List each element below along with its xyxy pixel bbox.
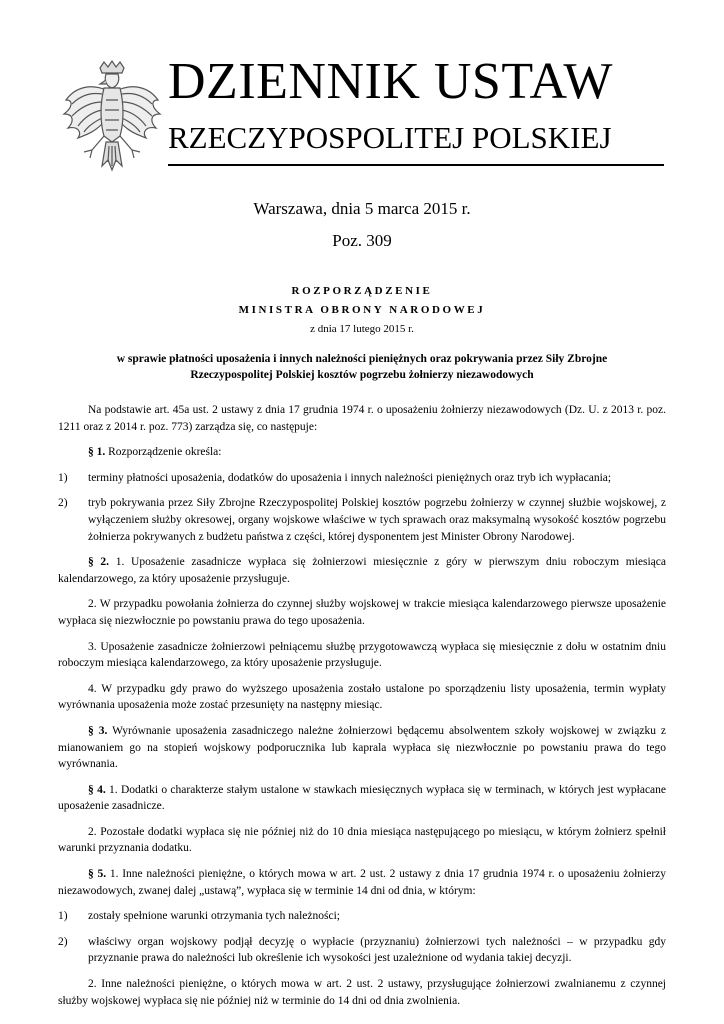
list-item: [58, 470, 666, 487]
list-item-text: zostały spełnione warunki otrzymania tych należności;: [88, 910, 340, 923]
list-item-number: 1): [58, 910, 68, 923]
list-item-number: 2): [58, 935, 68, 948]
section-3-para: [58, 723, 666, 773]
section-5-para-1: [58, 866, 666, 899]
position-number: Poz. 309: [332, 231, 392, 250]
section-4-label: § 4.: [88, 783, 106, 796]
act-subject: w sprawie płatności uposażenia i innych należności pieniężnych oraz pokrywania przez Siły Zbrojne Rzeczypospolitej Polskiej kosztów pogrzebu żołnierzy niezawodowych: [116, 353, 608, 381]
act-body: [58, 402, 666, 1018]
section-2-para-2: 2. W przypadku powołania żołnierza do czynnej służby wojskowej w trakcie miesiąca kalendarzowego pierwsze uposażenie wypłaca się niezwłocznie po powstaniu prawa do tego uposażenia.: [58, 598, 666, 627]
section-5-para-2: 2. Inne należności pieniężne, o których mowa w art. 2 ust. 2 ustawy, przysługujące żołnierzowi zwalnianemu z czynnej służby wojskowej wypłaca się nie później niż w terminie do 14 dni od dnia zwolnienia.: [58, 978, 666, 1007]
section-5-text: 1. Inne należności pieniężne, o których mowa w art. 2 ust. 2 ustawy z dnia 17 grudnia 1974 r. o uposażeniu żołnierzy niezawodowych, zwanej dalej „ustawą”, wypłaca się w terminie 14 dni od dnia, w którym:: [58, 868, 667, 897]
section-2-text: 1. Uposażenie zasadnicze wypłaca się żołnierzowi miesięcznie z góry w pierwszym dniu roboczym miesiąca kalendarzowego, za który uposażenie przysługuje.: [58, 556, 666, 585]
section-1-intro: [58, 444, 666, 461]
white-eagle-emblem-icon: [62, 60, 162, 172]
act-type: ROZPORZĄDZENIE: [291, 285, 433, 297]
list-item-number: 1): [58, 471, 68, 484]
list-item: [58, 495, 666, 545]
section-2-label: § 2.: [88, 556, 110, 569]
section-4-para-2: 2. Pozostałe dodatki wypłaca się nie później niż do 10 dnia miesiąca następującego po miesiącu, w którym żołnierz spełnił warunki przyznania dodatku.: [58, 825, 666, 855]
section-1-text: Rozporządzenie określa:: [108, 446, 222, 459]
section-5-label: § 5.: [88, 868, 107, 881]
section-4-para-1: [58, 782, 666, 815]
place-date: Warszawa, dnia 5 marca 2015 r.: [253, 199, 471, 218]
section-4-text: 1. Dodatki o charakterze stałym ustalone w stawkach miesięcznych wypłaca się w terminach, w których jest wypłacane uposażenie zasadnicze.: [58, 783, 667, 813]
section-2-para-1: [58, 554, 666, 587]
act-date: z dnia 17 lutego 2015 r.: [310, 323, 414, 335]
act-issuer: MINISTRA OBRONY NARODOWEJ: [238, 304, 486, 316]
masthead-rule: [168, 164, 664, 166]
list-item-number: 2): [58, 497, 68, 510]
section-3-label: § 3.: [88, 724, 108, 737]
section-1-label: § 1.: [88, 446, 106, 459]
journal-subtitle: RZECZYPOSPOLITEJ POLSKIEJ: [168, 120, 612, 155]
section-2-para-3: 3. Uposażenie zasadnicze żołnierzowi pełniącemu służbę przygotowawczą wypłaca się miesięcznie z dołu w ostatnim dniu roboczym miesiąca kalendarzowego, za który uposażenie przysługuje.: [58, 640, 666, 670]
list-item-text: właściwy organ wojskowy podjął decyzję o wypłacie (przyznaniu) żołnierzowi tych należności – w przypadku gdy przyznanie prawa do należności lub określenie ich wysokości jest uzależnione od wydania takiej decyzji.: [88, 935, 666, 965]
list-item: [58, 908, 666, 925]
journal-title: DZIENNIK USTAW: [168, 53, 613, 110]
list-item-text: tryb pokrywania przez Siły Zbrojne Rzeczypospolitej Polskiej kosztów pogrzebu żołnierzy w czynnej służbie wojskowej, z wyłączeniem służby okresowej, organy wojskowe właściwe w tych sprawach oraz maksymalną wysokość kosztów pogrzebu żołnierza pokrywanych z budżetu państwa z części, której dysponentem jest Minister Obrony Narodowej.: [88, 497, 666, 543]
section-2-para-4: 4. W przypadku gdy prawo do wyższego uposażenia zostało ustalone po sporządzeniu listy uposażenia, termin wypłaty wyrównania uposażenia może zostać przesunięty na następny miesiąc.: [58, 682, 666, 712]
list-item: [58, 934, 666, 967]
section-3-text: Wyrównanie uposażenia zasadniczego należne żołnierzowi będącemu absolwentem szkoły wojskowej w związku z mianowaniem go na stopień wojskowy podporucznika lub kaprala wypłaca się niezwłocznie po powstaniu prawa do tego wyrównania.: [58, 724, 667, 771]
list-item-text: terminy płatności uposażenia, dodatków do uposażenia i innych należności pieniężnych oraz tryb ich wypłacania;: [88, 471, 612, 484]
legal-basis: Na podstawie art. 45a ust. 2 ustawy z dnia 17 grudnia 1974 r. o uposażeniu żołnierzy niezawodowych (Dz. U. z 2013 r. poz. 1211 oraz z 2014 r. poz. 773) zarządza się, co następuje:: [58, 404, 666, 433]
